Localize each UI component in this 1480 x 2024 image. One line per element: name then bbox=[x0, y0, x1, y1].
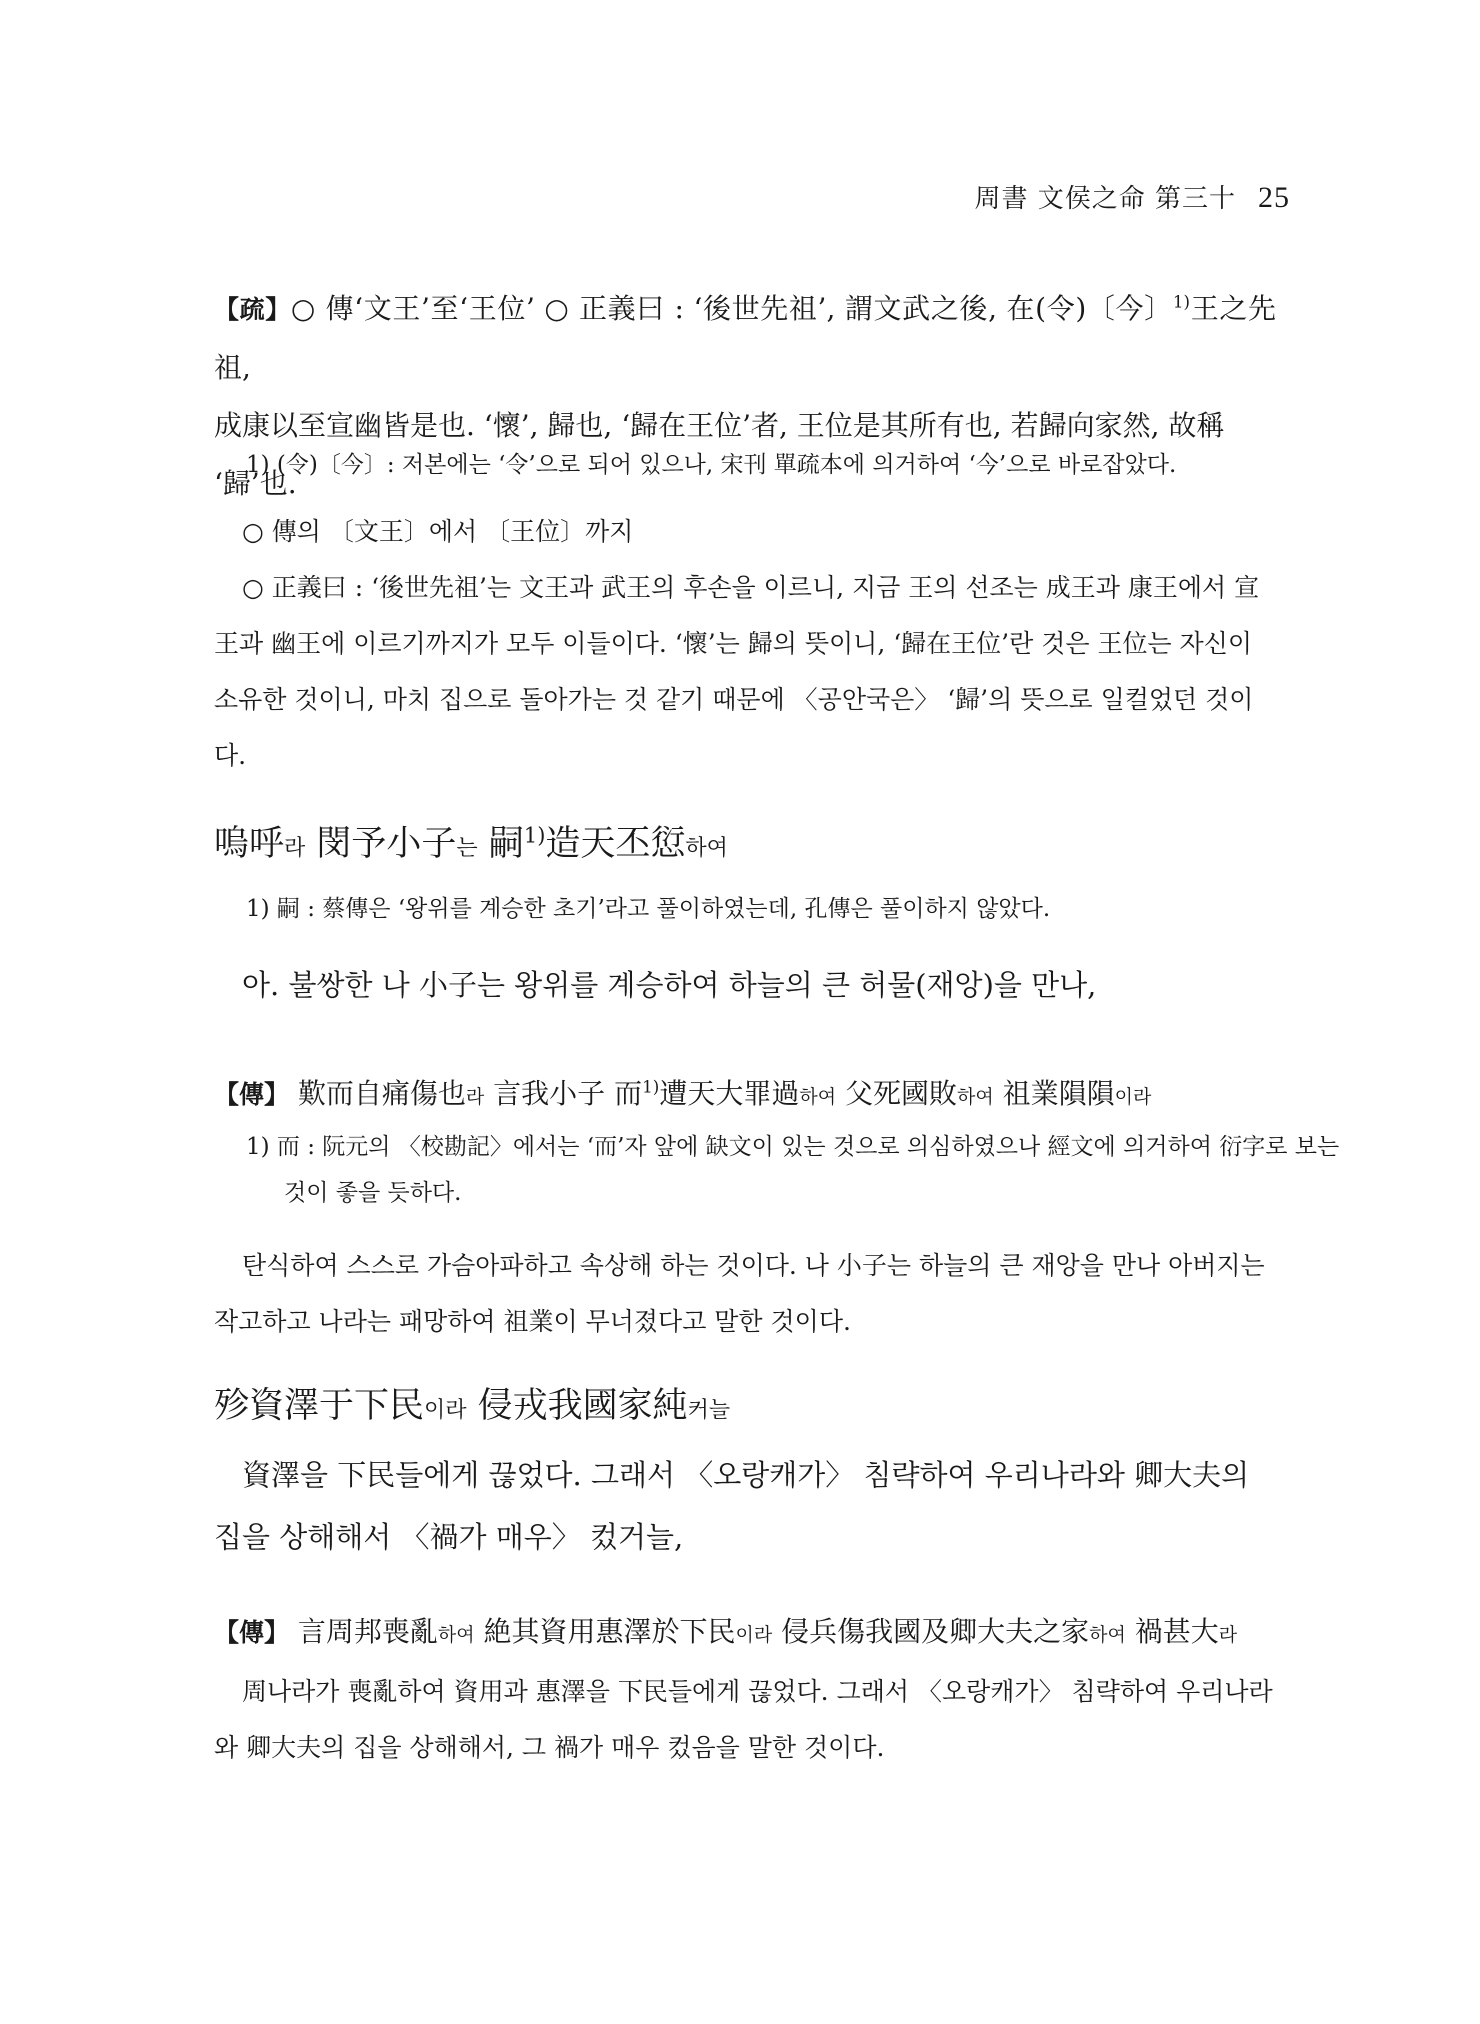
main-text-2 bbox=[214, 1376, 1276, 1441]
translation-heading: ○ 傳의 〔文王〕에서 〔王位〕까지 bbox=[242, 517, 634, 546]
footnote-3: 1) 而 : 阮元의 〈校勘記〉에서는 ‘而’자 앞에 缺文이 있는 것으로 의심하였으나 經文에 의거하여 衍字로 보는 것이 좋을 듯하다. bbox=[246, 1134, 1340, 1206]
chuan-segment: 言我小子 而 bbox=[484, 1077, 643, 1110]
footnote-2: 1) 嗣 : 蔡傳은 ‘왕위를 계승한 초기’라고 풀이하였는데, 孔傳은 풀이하지 않았다. bbox=[246, 896, 1051, 922]
main-text-segment: 殄資澤于下民 bbox=[214, 1386, 425, 1426]
gugyeol: 하여 bbox=[437, 1624, 475, 1646]
main-translation-1: 아. 불쌍한 나 小子는 왕위를 계승하여 하늘의 큰 허물(재앙)을 만나, bbox=[242, 968, 1097, 1002]
gugyeol: 이라 bbox=[1114, 1086, 1152, 1108]
shu-line-2: 成康以至宣幽皆是也. ‘懷’, 歸也, ‘歸在王位’者, 王位是其所有也, 若歸向家然, 故稱 bbox=[214, 409, 1225, 442]
shu-line-1b: 王之先祖, bbox=[214, 292, 1276, 384]
gugyeol: 커늘 bbox=[687, 1398, 731, 1423]
chuan-tag: 【傳】 bbox=[214, 1618, 290, 1647]
translation-chuan-1: 탄식하여 스스로 가슴아파하고 속상해 하는 것이다. 나 小子는 하늘의 큰 재앙을 만나 아버지는 작고하고 나라는 패망하여 祖業이 무너졌다고 말한 것이다. bbox=[214, 1251, 1265, 1336]
chuan-segment: 祖業隕隕 bbox=[993, 1077, 1115, 1110]
gugyeol: 라 bbox=[1218, 1624, 1238, 1646]
main-translation-2: 資澤을 下民들에게 끊었다. 그래서 〈오랑캐가〉 침략하여 우리나라와 卿大夫의 집을 상해해서 〈禍가 매우〉 컸거늘, bbox=[214, 1458, 1250, 1554]
gugyeol: 이라 bbox=[424, 1398, 467, 1423]
chuan-segment: 歎而自痛傷也 bbox=[289, 1077, 466, 1110]
footnote-marker: 1) bbox=[1172, 291, 1191, 312]
chuan-segment: 侵兵傷我國及卿大夫之家 bbox=[772, 1615, 1090, 1648]
gugyeol: 하여 bbox=[685, 836, 728, 861]
main-text-segment: 嗚呼 bbox=[214, 824, 285, 864]
footnote-1: 1) (令)〔今〕: 저본에는 ‘令’으로 되어 있으나, 宋刊 單疏本에 의거하여 ‘今’으로 바로잡았다. bbox=[246, 452, 1177, 478]
gugyeol: 라 bbox=[284, 836, 306, 861]
footnote-marker: 1) bbox=[642, 1076, 660, 1097]
chuan-segment: 遭天大罪過 bbox=[659, 1077, 800, 1110]
shu-line-3: ‘歸’也. bbox=[214, 467, 297, 500]
gugyeol: 는 bbox=[456, 836, 478, 861]
main-text-segment: 嗣 bbox=[477, 824, 524, 864]
gugyeol: 라 bbox=[465, 1086, 485, 1108]
gugyeol: 하여 bbox=[799, 1086, 837, 1108]
shu-line-1: ○ 傳‘文王’至‘王位’ ○ 正義曰 : ‘後世先祖’, 謂文武之後, 在(令)〔今〕 bbox=[290, 292, 1173, 325]
commentary-chuan-1 bbox=[214, 1066, 1276, 1125]
shu-tag: 【疏】 bbox=[214, 295, 291, 324]
chuan-segment: 言周邦喪亂 bbox=[289, 1615, 438, 1648]
translation-chuan-2: 周나라가 喪亂하여 資用과 惠澤을 下民들에게 끊었다. 그래서 〈오랑캐가〉 침략하여 우리나라와 卿大夫의 집을 상해해서, 그 禍가 매우 컸음을 말한 것이다. bbox=[214, 1677, 1273, 1762]
gugyeol: 하여 bbox=[1089, 1624, 1126, 1646]
chuan-tag: 【傳】 bbox=[214, 1080, 290, 1109]
footnote-marker: 1) bbox=[523, 823, 546, 848]
main-text-segment: 閔予小子 bbox=[305, 824, 457, 864]
header-title: 周書 文侯之命 第三十 bbox=[974, 184, 1236, 214]
chuan-segment: 禍甚大 bbox=[1125, 1615, 1219, 1648]
main-text-segment: 造天丕愆 bbox=[545, 824, 686, 864]
gugyeol: 하여 bbox=[956, 1086, 994, 1108]
chuan-segment: 絶其資用惠澤於下民 bbox=[474, 1615, 736, 1648]
translation-shu: ○ 正義曰 : ‘後世先祖’는 文王과 武王의 후손을 이르니, 지금 王의 선조는 成王과 康王에서 宣王과 幽王에 이르기까지가 모두 이들이다. ‘懷’는 歸의 뜻이니, ‘歸在王位’란 것은 王位는 자신이 소유한 것이니, 마치 집으로 돌아가는 것 같기 때문에 〈공안국은〉 ‘歸’의 뜻으로 일컬었던 것이다. bbox=[214, 573, 1260, 770]
main-text-segment: 侵戎我國家純 bbox=[466, 1386, 688, 1426]
main-text-1 bbox=[214, 814, 1276, 879]
chuan-segment: 父死國敗 bbox=[836, 1077, 957, 1110]
commentary-chuan-2 bbox=[214, 1604, 1276, 1663]
gugyeol: 이라 bbox=[735, 1624, 773, 1646]
running-header bbox=[974, 178, 1290, 215]
page-number: 25 bbox=[1258, 181, 1290, 214]
